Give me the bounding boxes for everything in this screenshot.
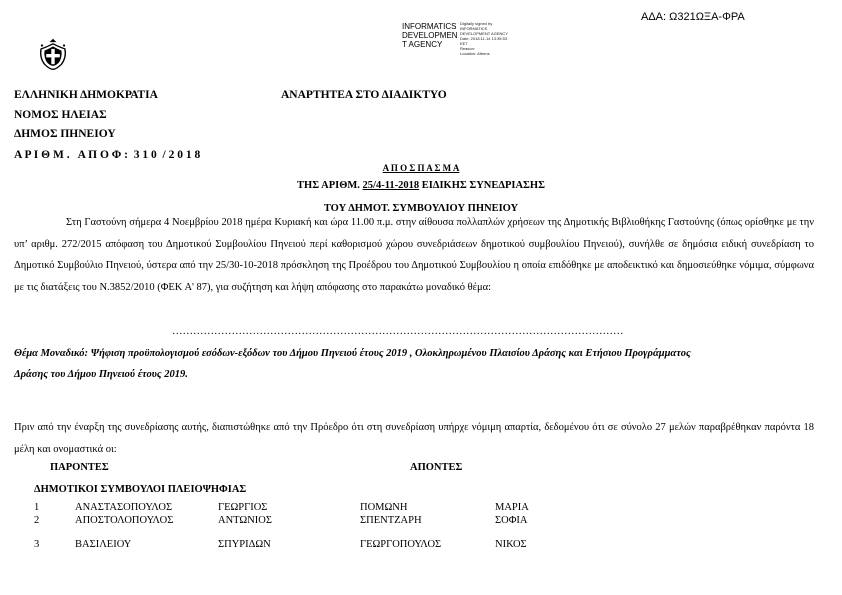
present-first-name: ΑΝΤΩΝΙΟΣ bbox=[218, 515, 272, 526]
subject-line-1: Θέμα Μοναδικό: Ψήφιση προϋπολογισμού εσόδων-εξόδων του Δήμου Πηνειού έτους 2019 , Ολοκληρωμένου Πλαισίου Δράσης και Ετήσιου Προγράμματος bbox=[14, 348, 691, 359]
present-first-name: ΓΕΩΡΓΙΟΣ bbox=[218, 502, 268, 513]
extract-line-1-pre: ΤΗΣ ΑΡΙΘΜ. bbox=[297, 180, 363, 191]
decision-number: Α Ρ Ι Θ Μ . Α Π Ο Φ : 3 1 0 / 2 0 1 8 bbox=[14, 149, 201, 161]
absent-surname: ΠΟΜΩΝΗ bbox=[360, 502, 408, 513]
absent-first-name: ΝΙΚΟΣ bbox=[495, 539, 527, 550]
signature-detail-line: DEVELOPMENT AGENCY bbox=[460, 31, 508, 36]
extract-title: Α Π Ο Σ Π Α Σ Μ Α bbox=[382, 163, 460, 173]
absent-first-name: ΜΑΡΙΑ bbox=[495, 502, 529, 513]
present-surname: ΑΝΑΣΤΑΣΟΠΟΥΛΟΣ bbox=[75, 502, 173, 513]
signature-detail-line: Digitally signed by bbox=[460, 21, 493, 26]
signature-detail-line: Reason: bbox=[460, 46, 475, 51]
municipality-name: ΔΗΜΟΣ ΠΗΝΕΙΟΥ bbox=[14, 128, 116, 140]
present-surname: ΒΑΣΙΛΕΙΟΥ bbox=[75, 539, 132, 550]
signature-label-line: T AGENCY bbox=[402, 40, 443, 49]
signature-label-line: DEVELOPMEN bbox=[402, 31, 458, 40]
extract-session-number: 25/4-11-2018 bbox=[362, 180, 420, 191]
prefecture-name: ΝΟΜΟΣ ΗΛΕΙΑΣ bbox=[14, 109, 107, 121]
dots-separator: ………………………………………………………………………………………………………………… bbox=[172, 326, 624, 337]
absent-first-name: ΣΟΦΙΑ bbox=[495, 515, 528, 526]
extract-line-1 bbox=[0, 180, 842, 191]
present-surname: ΑΠΟΣΤΟΛΟΠΟΥΛΟΣ bbox=[75, 515, 174, 526]
extract-line-1-post: ΕΙΔΙΚΗΣ ΣΥΝΕΔΡΙΑΣΗΣ bbox=[419, 180, 545, 191]
signature-detail-line: INFORMATICS bbox=[460, 26, 488, 31]
subject-line-2: Δράσης του Δήμου Πηνειού έτους 2019. bbox=[14, 369, 188, 380]
intro-paragraph bbox=[14, 212, 814, 298]
greek-coat-of-arms-icon bbox=[36, 37, 70, 71]
ada-code: ΑΔΑ: Ω321ΩΞΑ-ΦΡΑ bbox=[641, 11, 745, 23]
signature-details bbox=[460, 21, 508, 56]
absent-header: ΑΠΟΝΤΕΣ bbox=[410, 462, 463, 473]
row-number: 1 bbox=[34, 502, 40, 513]
present-first-name: ΣΠΥΡΙΔΩΝ bbox=[218, 539, 271, 550]
quorum-paragraph: Πριν από την έναρξη της συνεδρίασης αυτής, διαπιστώθηκε από την Πρόεδρο ότι στη συνεδρίαση υπήρχε νόμιμη απαρτία, δεδομένου ότι σε σύνολο 27 μελών παραβρέθηκαν παρόντα 18 μέλη και ονομαστικά οι: bbox=[14, 422, 814, 455]
group-header: ΔΗΜΟΤΙΚΟΙ ΣΥΜΒΟΥΛΟΙ ΠΛΕΙΟΨΗΦΙΑΣ bbox=[34, 484, 247, 495]
signature-label bbox=[402, 22, 458, 49]
present-header: ΠΑΡΟΝΤΕΣ bbox=[50, 462, 109, 473]
absent-surname: ΓΕΩΡΓΟΠΟΥΛΟΣ bbox=[360, 539, 442, 550]
signature-detail-line: Location: Athens bbox=[460, 51, 490, 56]
row-number: 2 bbox=[34, 515, 40, 526]
intro-paragraph-text: Στη Γαστούνη σήμερα 4 Νοεμβρίου 2018 ημέρα Κυριακή και ώρα 11.00 π.μ. στην αίθουσα πολλαπλών χρήσεων της Δημοτικής Βιβλιοθήκης Γαστούνης (όπως ορίσθηκε με την υπ’ αριθμ. 272/2015 απόφαση του Δημοτικού Συμβουλίου Πηνειού περί καθορισμού χώρου συνεδριάσεων δημοτικού συμβουλίου Πηνειού), συνήλθε σε δημόσια ειδική συνεδρίαση το Δημοτικό Συμβούλιο Πηνειού, ύστερα από την 25/30-10-2018 πρόσκληση της Προέδρου του Δημοτικού Συμβουλίου η οποία επιδόθηκε με αποδεικτικό και δημοσιεύθηκε νόμιμα, σύμφωνα με τις διατάξεις του Ν.3852/2010 (ΦΕΚ Α' 87), για συζήτηση και λήψη απόφασης στο παρακάτω μοναδικό θέμα: bbox=[14, 217, 814, 293]
country-name: ΕΛΛΗΝΙΚΗ ΔΗΜΟΚΡΑΤΙΑ bbox=[14, 89, 158, 101]
signature-label-line: INFORMATICS bbox=[402, 22, 457, 31]
publish-notice: ΑΝΑΡΤΗΤΕΑ ΣΤΟ ΔΙΑΔΙΚΤΥΟ bbox=[281, 89, 447, 101]
row-number: 3 bbox=[34, 539, 40, 550]
absent-surname: ΣΠΕΝΤΖΑΡΗ bbox=[360, 515, 422, 526]
signature-detail-line: EET bbox=[460, 41, 468, 46]
extract-line-2: ΤΟΥ ΔΗΜΟΤ. ΣΥΜΒΟΥΛΙΟΥ ΠΗΝΕΙΟΥ bbox=[323, 203, 519, 214]
signature-detail-line: Date: 2018.11.14 13:35:53 bbox=[460, 36, 508, 41]
